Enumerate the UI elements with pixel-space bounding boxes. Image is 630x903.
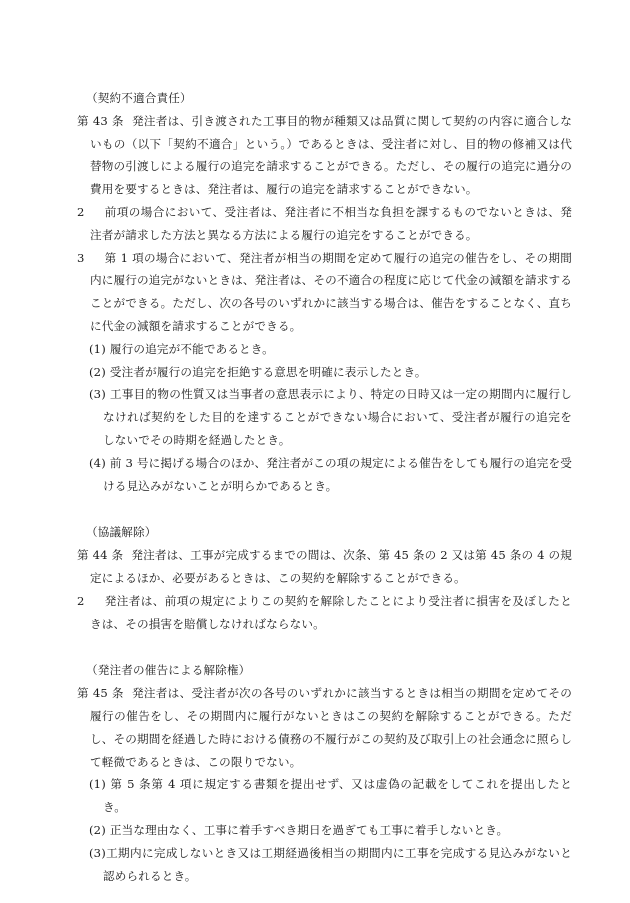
article-number: 第 43 条 (77, 113, 124, 128)
list-item (77, 383, 572, 451)
item-number: (2) (89, 822, 106, 837)
list-item (77, 361, 572, 384)
item-number: (3) (89, 387, 106, 402)
paragraph-number: 2 (77, 204, 85, 219)
paragraph-text: 発注者は、引き渡された工事目的物が種類又は品質に関して契約の内容に適合しないもの（以下「契約不適合」という。）であるときは、受注者に対し、目的物の修補又は代替物の引渡しによる履行の追完を請求することができる。ただし、その履行の追完に過分の費用を要するときは、発注者は、履行の追完を請求することができない。 (90, 113, 572, 197)
paragraph-text: 発注者は、前項の規定によりこの契約を解除したことにより受注者に損害を及ぼしたときは、その損害を賠償しなければならない。 (90, 593, 572, 631)
item-text: 第 5 条第 4 項に規定する書類を提出せず、又は虚偽の記載をしてこれを提出したとき。 (103, 777, 572, 815)
section-heading: （協議解除） (86, 525, 157, 540)
paragraph-text: 第 1 項の場合において、発注者が相当の期間を定めて履行の追完の催告をし、その期間内に履行の追完がないときは、発注者は、その不適合の程度に応じて代金の減額を請求することができる。ただし、次の各号のいずれかに該当する場合は、催告をすることなく、直ちに代金の減額を請求することができる。 (90, 250, 572, 333)
list-item (77, 773, 572, 819)
item-text: 工期内に完成しないとき又は工期経過後相当の期間内に工事を完成する見込みがないと認められるとき。 (103, 845, 572, 883)
item-number: (2) (89, 364, 106, 379)
item-number: (4) (89, 455, 106, 470)
list-item (77, 452, 572, 498)
item-text: 正当な理由なく、工事に着手すべき期日を過ぎても工事に着手しないとき。 (109, 822, 509, 837)
article-number: 第 45 条 (77, 686, 124, 701)
item-number: (3) (89, 845, 106, 860)
article-paragraph (77, 110, 572, 201)
section-heading: （発注者の催告による解除権） (86, 663, 251, 678)
item-text: 工事目的物の性質又は当事者の意思表示により、特定の日時又は一定の期間内に履行しなければ契約をした目的を達することができない場合において、受注者が履行の追完をしないでその時期を経過したとき。 (103, 387, 572, 447)
paragraph-number: 2 (77, 593, 85, 608)
paragraph-text: 発注者は、受注者が次の各号のいずれかに該当するときは相当の期間を定めてその履行の催告をし、その期間内に履行がないときはこの契約を解除することができる。ただし、その期間を経過した時における債務の不履行がこの契約及び取引上の社会通念に照らして軽微であるときは、この限りでない。 (90, 686, 572, 769)
list-item (77, 338, 572, 361)
article-number: 第 44 条 (77, 548, 124, 563)
article-paragraph (77, 544, 572, 590)
article-paragraph (77, 682, 572, 773)
section-article-43 (77, 87, 572, 497)
section-heading: （契約不適合責任） (86, 91, 192, 105)
section-article-44 (77, 521, 572, 635)
paragraph-text: 発注者は、工事が完成するまでの間は、次条、第 45 条の 2 又は第 45 条の 4 の規定によるほか、必要があるときは、この契約を解除することができる。 (90, 548, 572, 585)
item-text: 受注者が履行の追完を拒絶する意思を明確に表示したとき。 (109, 364, 427, 379)
paragraph-number: 3 (77, 250, 85, 265)
list-item (77, 842, 572, 888)
article-paragraph (77, 201, 572, 247)
list-item (77, 819, 572, 842)
article-paragraph (77, 247, 572, 338)
item-text: 履行の追完が不能であるとき。 (109, 341, 274, 356)
item-text: 前 3 号に掲げる場合のほか、発注者がこの項の規定による催告をしても履行の追完を受ける見込みがないことが明らかであるとき。 (103, 455, 572, 493)
item-number: (1) (89, 341, 106, 356)
article-paragraph (77, 590, 572, 636)
section-article-45 (77, 659, 572, 887)
item-number: (1) (89, 777, 106, 792)
paragraph-text: 前項の場合において、受注者は、発注者に不相当な負担を課するものでないときは、発注者が請求した方法と異なる方法による履行の追完をすることができる。 (90, 204, 572, 242)
